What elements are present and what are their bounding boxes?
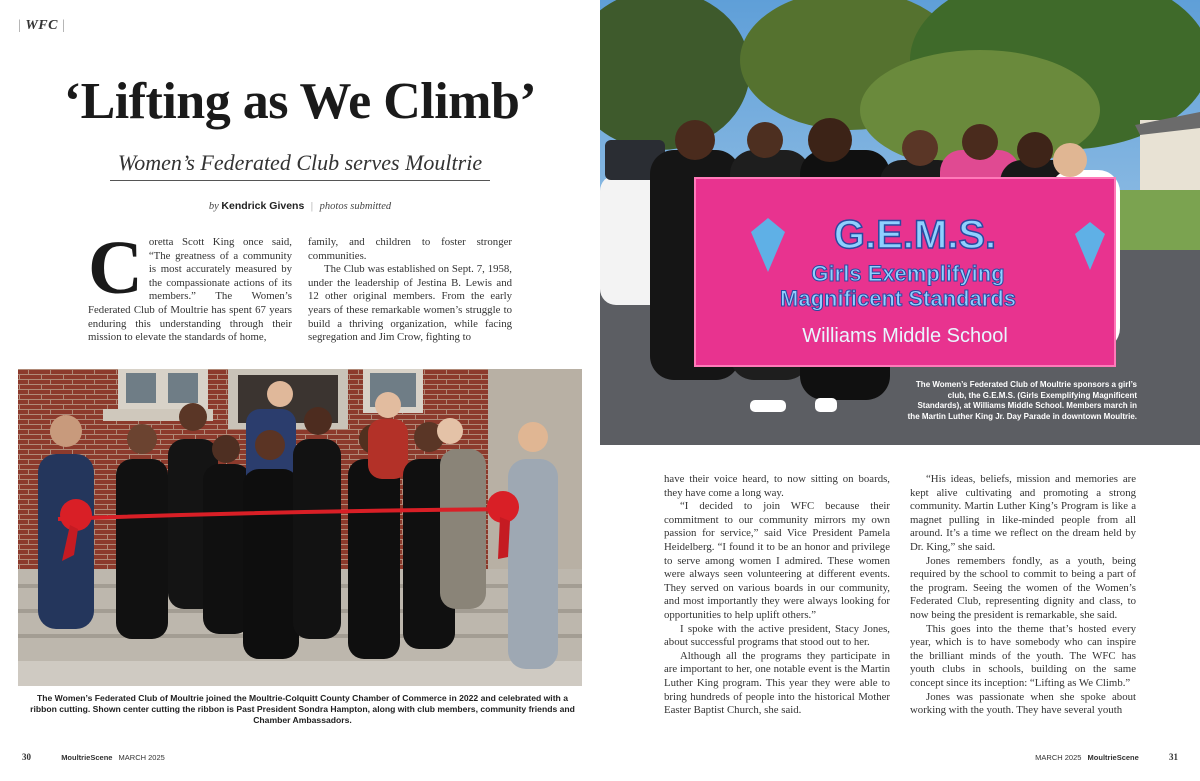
paragraph: “His ideas, beliefs, mission and memories are kept alive cultivating and promoting a strong community. Martin Luther King’s Program is like a magnet pulling in like-minded people from all around. It’s a time we reflect on the dream held by Dr. King,” she said. (910, 473, 1136, 553)
byline: by Kendrick Givens | photos submitted (208, 200, 392, 212)
article-column-1: C oretta Scott King once said, “The greatness of a community is most accurately measured by the compassionate actions of its members.” The Women’s Federated Club of Moultrie has spent 67 years enduring this understanding through their mission to elevate the standards of home, (88, 226, 292, 344)
drop-cap: C (88, 226, 143, 310)
paragraph: have their voice heard, to now sitting on boards, they have come a long way. (664, 473, 890, 499)
author-name: Kendrick Givens (221, 200, 305, 212)
left-photo-caption: The Women’s Federated Club of Moultrie joined the Moultrie-Colquitt County Chamber of Commerce in 2022 and celebrated with a ribbon cutting. Shown center cutting the ribbon is Past President Sondra Hampton, along with club members, community friends and Chamber Ambassadors. (30, 693, 575, 725)
subheadline: Women’s Federated Club serves Moultrie (110, 150, 490, 181)
section-tag: | WFC | (18, 18, 66, 33)
paragraph: Jones was passionate when she spoke about working with the youth. They have several youth (910, 690, 1136, 717)
photo-credit: photos submitted (319, 201, 392, 212)
paragraph: I spoke with the active president, Stacy Jones, about successful programs that stood out to her. (664, 622, 890, 649)
gems-parade-photo (600, 0, 1200, 445)
right-photo-caption: The Women’s Federated Club of Moultrie sponsors a girl’s club, the G.E.M.S. (Girls Exemplifying Magnificent Standards), at Williams Middle School. Members march in the Martin Luther King Jr. Day Parade in downtown Moultrie. (907, 380, 1137, 421)
paragraph: Jones remembers fondly, as a youth, being required by the school to commit to being a part of the program. Seeing the women of the Women’s Federated Club, representing dignity and class, to now being the president is remarkable, she said. (910, 554, 1136, 621)
banner-line-1: Girls Exemplifying (811, 261, 1005, 286)
paragraph: Although all the programs they participate in are important to her, one notable event is the Martin Luther King program. This year they were able to bring hundreds of people into the historical Mother Easter Baptist Church, she said. (664, 649, 890, 717)
paragraph: “I decided to join WFC because their commitment to our community mirrors my own passion for service,” said Vice President Pamela Heidelberg. “I found it to be an honor and privilege to serve among women I admired. These women were always seen volunteering at different events. They served on various boards in our community, and most importantly they were always looking for opportunities to help uplift others.” (664, 500, 890, 621)
right-footer: MARCH 2025 MoultrieScene 31 (1035, 752, 1178, 762)
banner-line-2: Magnificent Standards (780, 286, 1016, 311)
article-column-3 (664, 473, 890, 718)
page-number-right: 31 (1169, 752, 1178, 762)
page-number-left: 30 (22, 752, 31, 762)
headline: ‘Lifting as We Climb’ (63, 73, 537, 130)
article-column-4 (910, 473, 1136, 718)
banner-title: G.E.M.S. (833, 213, 997, 257)
paragraph: This goes into the theme that’s hosted every year, which is to have somebody who can inspire the brilliant minds of the youth. The WFC has youth clubs in schools, building on the same concept since its inception: “Lifting as We Climb.” (910, 622, 1136, 689)
ribbon-cutting-photo (18, 369, 582, 686)
banner-line-3: Williams Middle School (802, 325, 1008, 347)
left-footer: 30 MoultrieScene MARCH 2025 (22, 752, 165, 762)
article-column-2: family, and children to foster stronger communities. The Club was established on Sept. 7, 1958, under the leadership of Jestina B. Lewis and 12 other original members. From the early years of these remarkable women’s struggle to build a thriving organization, while facing segregation and Jim Crow, fighting to (308, 236, 512, 344)
